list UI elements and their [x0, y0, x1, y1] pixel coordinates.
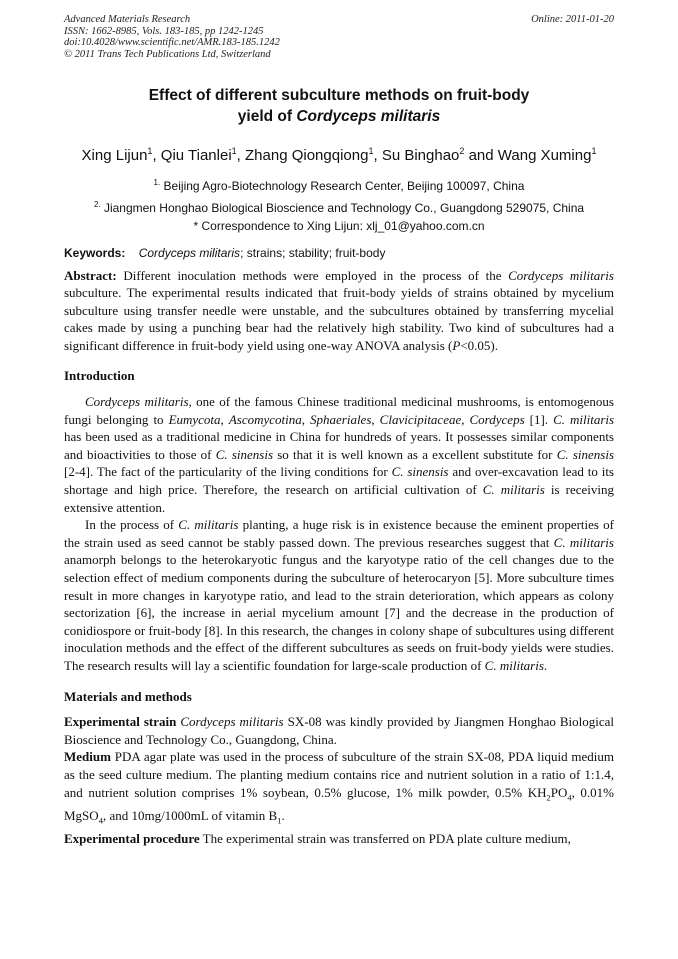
affiliation-2-marker: 2.: [93, 199, 101, 209]
methods-heading: Materials and methods: [64, 688, 192, 704]
body-text: PDA agar plate was used in the process of subculture of the strain SX-08, PDA liquid medium as the seed culture medium. The planting medium contains rice and nutrient solution in a ratio of 1:1.4, and nutrient solution comprises 1% soybean, 0.5% glucose, 1% milk powder, 0.5% KH: [64, 749, 614, 800]
species-name: C. sinensis: [215, 446, 274, 462]
author-4: Su Binghao: [381, 147, 460, 164]
title-line-2-prefix: yield of: [237, 108, 297, 125]
species-name: C. sinensis: [556, 446, 614, 462]
abstract-paragraph: [64, 267, 614, 355]
affiliation-2: [64, 196, 614, 218]
medium-label: Medium: [64, 749, 111, 765]
taxon-name: Sphaeriales: [310, 411, 372, 427]
abstract-text: <0.05).: [460, 337, 498, 353]
author-separator: ,: [152, 147, 161, 164]
keywords-line: [64, 244, 614, 262]
abstract-species: Cordyceps militaris: [508, 267, 614, 283]
author-list: [64, 141, 614, 166]
subscript: 4: [98, 815, 103, 826]
copyright-line: © 2011 Trans Tech Publications Ltd, Switzerland: [64, 48, 271, 60]
online-date: Online: 2011-01-20: [531, 14, 614, 25]
body-text: ,: [371, 411, 380, 427]
body-text: PO: [550, 784, 568, 800]
affiliation-1-text: Beijing Agro-Biotechnology Research Center, Beijing 100097, China: [160, 179, 525, 193]
body-text: SX-08 was kindly provided by Jiangmen Honghao Biological Bioscience and Technology Co., Guangdong, China.: [64, 714, 615, 747]
species-name: C. militaris: [482, 482, 545, 498]
species-name: C. sinensis: [391, 464, 449, 480]
author-1-affiliation: 1: [147, 146, 153, 156]
abstract-text: Different inoculation methods were employed in the process of the: [116, 267, 509, 283]
keyword-species: Cordyceps militaris: [138, 245, 241, 260]
issn-line: ISSN: 1662-8985, Vols. 183-185, pp 1242-1245: [64, 25, 264, 37]
keywords-rest: ; strains; stability; fruit-body: [240, 245, 386, 260]
body-text: .: [281, 807, 285, 823]
body-text: ,: [220, 411, 229, 427]
affiliation-2-text: Jiangmen Honghao Biological Bioscience and Technology Co., Guangdong 529075, China: [100, 200, 585, 215]
author-and: and: [464, 147, 498, 164]
body-text: , 0.01% MgSO: [64, 784, 614, 823]
author-1: Xing Lijun: [81, 147, 148, 164]
subscript: 4: [567, 792, 572, 803]
procedure-label: Experimental procedure: [64, 830, 200, 846]
paper-title: [64, 85, 614, 127]
author-4-affiliation: 2: [459, 146, 465, 156]
body-text: , one of the famous Chinese traditional medicinal mushrooms, is entomogenous fungi belonging to: [64, 394, 614, 427]
body-text: In the process of: [85, 517, 179, 533]
subscript: 1: [277, 815, 282, 826]
body-text: has been used as a traditional medicine in China for hundreds of years. It possesses similar components and bioactivities to those of: [64, 429, 614, 462]
affiliation-1: [64, 174, 614, 196]
body-text: , and 10mg/1000mL of vitamin B: [102, 807, 278, 823]
author-5-affiliation: 1: [591, 146, 597, 156]
abstract-text: subculture. The experimental results indicated that fruit-body yields of strains obtained by mycelium subculture using transfer needle were unstable, and the subcultures obtained by transferring mycelial cakes made by using a punching bear had the relatively high stability. Two kind of subcultures had a significant difference in fruit-body yield using one-way ANOVA analysis (: [64, 285, 614, 353]
author-separator: ,: [236, 147, 246, 164]
species-name: C. militaris: [484, 657, 544, 673]
body-text: [1].: [524, 411, 554, 427]
author-separator: ,: [373, 147, 382, 164]
body-text: planting, a huge risk is in existence because the eminent properties of the strain used as seed cannot be stably passed down. The previous researches suggest that: [64, 517, 615, 550]
body-text: is receiving extensive attention.: [64, 482, 614, 515]
keywords-label: Keywords:: [64, 245, 126, 260]
author-2: Qiu Tianlei: [160, 147, 232, 164]
title-line-2: [64, 106, 614, 127]
abstract-label: Abstract:: [64, 267, 117, 283]
experimental-strain-paragraph: [64, 713, 614, 748]
body-text: ,: [301, 411, 310, 427]
taxon-name: Cordyceps: [469, 411, 525, 427]
introduction-heading: Introduction: [64, 368, 135, 384]
species-name: C. militaris: [553, 411, 615, 427]
affiliations: [64, 174, 614, 236]
species-name: C. militaris: [178, 517, 239, 533]
subscript: 2: [546, 792, 551, 803]
species-name: Cordyceps militaris: [180, 714, 284, 730]
medium-paragraph: [64, 748, 614, 830]
experimental-procedure-paragraph: [64, 830, 614, 848]
author-3-affiliation: 1: [368, 146, 374, 156]
taxon-name: Ascomycotina: [228, 411, 302, 427]
body-text: .: [543, 657, 548, 673]
affiliation-1-marker: 1.: [153, 178, 161, 187]
body-text: [2-4]. The fact of the particularity of the living conditions for: [64, 464, 392, 480]
taxon-name: Clavicipitaceae: [379, 411, 462, 427]
author-2-affiliation: 1: [231, 146, 237, 156]
author-5: Wang Xuming: [497, 147, 592, 164]
journal-header: [64, 14, 614, 60]
introduction-paragraph-1: [64, 393, 614, 516]
strain-label: Experimental strain: [64, 714, 177, 730]
title-line-1: Effect of different subculture methods on fruit-body: [148, 87, 530, 104]
species-name: C. militaris: [553, 534, 614, 550]
body-text: ,: [461, 411, 470, 427]
doi-line: doi:10.4028/www.scientific.net/AMR.183-185.1242: [64, 37, 280, 48]
introduction-paragraph-2: [64, 516, 614, 674]
author-3: Zhang Qiongqiong: [245, 147, 369, 164]
correspondence-line: * Correspondence to Xing Lijun: xlj_01@yahoo.com.cn: [193, 219, 485, 233]
species-name: Cordyceps militaris: [85, 394, 189, 410]
body-text: and over-excavation lead to its shortage and high price. Therefore, the research on artificial cultivation of: [64, 464, 614, 498]
abstract-p-symbol: P: [452, 337, 461, 353]
body-text: anamorph belongs to the heterokaryotic fungus and the karyotype ratio of the cell changes due to the selection effect of medium components during the subculture of heterocaryon [5]. More subculture times result in more changes in karyotype ratio, and lead to the strain deterioration, which appears as colony sectorization [6], the increase in aerial mycelium amount [7] and the decrease in the production of conidiospore or fruit-body [8]. In this research, the changes in colony shape of subcultures using different inoculation methods and the effect of the different subcultures as seeds on fruit-body yields were studies. The research results will lay a scientific foundation for large-scale production of: [64, 552, 614, 673]
body-text: so that it is well known as a excellent substitute for: [273, 446, 557, 462]
title-species: Cordyceps militaris: [296, 108, 441, 125]
journal-name: Advanced Materials Research: [64, 14, 191, 25]
taxon-name: Eumycota: [168, 411, 221, 427]
body-text: The experimental strain was transferred on PDA plate culture medium,: [199, 830, 571, 846]
